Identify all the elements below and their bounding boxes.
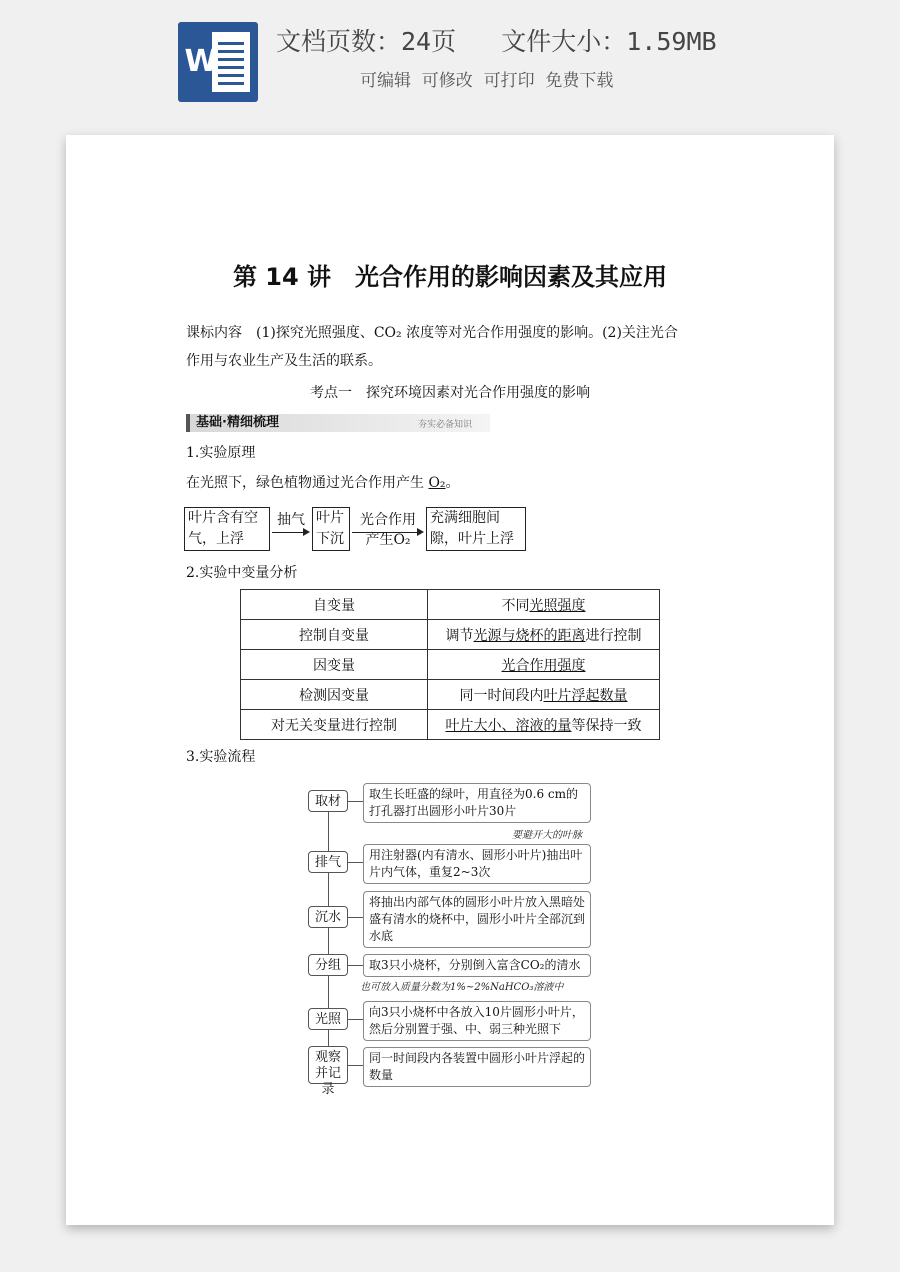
section-label: 基础·精细梳理 <box>196 415 279 430</box>
flow-step-text: 取3只小烧杯，分别倒入富含CO₂的清水 <box>363 954 591 977</box>
document-page <box>66 135 834 1225</box>
flow-step-label: 观察并记录 <box>308 1046 348 1084</box>
flow-step-label: 排气 <box>308 851 348 873</box>
word-logo-letter: W <box>184 44 218 79</box>
flow-connector <box>328 798 329 1081</box>
flow-step-text: 同一时间段内各装置中圆形小叶片浮起的数量 <box>363 1047 591 1087</box>
variable-description: 光合作用强度 <box>428 650 660 680</box>
heading-procedure: 3.实验流程 <box>186 749 256 765</box>
variable-description: 不同光照强度 <box>428 590 660 620</box>
variable-description: 同一时间段内叶片浮起数量 <box>428 680 660 710</box>
flow-step-label: 光照 <box>308 1008 348 1030</box>
flow-step-connector <box>348 917 363 918</box>
section-tag: 夯实必备知识 <box>417 420 472 430</box>
diagram-arrow-label-1: 抽气 <box>277 512 305 528</box>
diagram-box-float: 叶片含有空气，上浮 <box>184 507 270 551</box>
table-row <box>241 590 660 620</box>
download-banner <box>0 0 900 125</box>
diagram-arrow-1 <box>272 532 308 533</box>
flow-step-text: 取生长旺盛的绿叶，用直径为0.6 cm的打孔器打出圆形小叶片30片 <box>363 783 591 823</box>
oxygen-term: O₂ <box>428 475 446 491</box>
standard-line-2: 作用与农业生产及生活的联系。 <box>186 353 382 369</box>
standard-line-1: 课标内容 (1)探究光照强度、CO₂ 浓度等对光合作用强度的影响。(2)关注光合 <box>186 325 678 341</box>
flow-step-label: 沉水 <box>308 906 348 928</box>
flow-step-connector <box>348 965 363 966</box>
variable-name: 对无关变量进行控制 <box>241 710 428 740</box>
flow-step-connector <box>348 862 363 863</box>
curriculum-standard <box>186 319 746 375</box>
table-row <box>241 710 660 740</box>
table-row <box>241 680 660 710</box>
principle-text: 在光照下，绿色植物通过光合作用产生 O₂。 <box>186 475 460 491</box>
flow-step-connector <box>348 1065 363 1066</box>
variable-name: 控制自变量 <box>241 620 428 650</box>
diagram-arrow-label-2b: 产生O₂ <box>365 532 411 548</box>
flow-step-text: 将抽出内部气体的圆形小叶片放入黑暗处盛有清水的烧杯中，圆形小叶片全部沉到水底 <box>363 891 591 948</box>
flow-note-vein: 要避开大的叶脉 <box>512 830 582 841</box>
diagram-box-refloat: 充满细胞间隙，叶片上浮 <box>426 507 526 551</box>
flow-step-connector <box>348 1019 363 1020</box>
word-document-icon <box>178 22 258 102</box>
variable-description: 叶片大小、溶液的量等保持一致 <box>428 710 660 740</box>
heading-principle: 1.实验原理 <box>186 445 256 461</box>
heading-variables: 2.实验中变量分析 <box>186 565 298 581</box>
flow-step-text: 用注射器(内有清水、圆形小叶片)抽出叶片内气体，重复2~3次 <box>363 844 591 884</box>
file-features: 可编辑 可修改 可打印 免费下载 <box>360 71 614 91</box>
page-title: 第 14 讲 光合作用的影响因素及其应用 <box>232 263 668 291</box>
variable-name: 检测因变量 <box>241 680 428 710</box>
variable-description: 调节光源与烧杯的距离进行控制 <box>428 620 660 650</box>
table-row <box>241 650 660 680</box>
flow-note-nahco3: 也可放入质量分数为1%~2%NaHCO₃溶液中 <box>360 982 564 993</box>
variable-name: 自变量 <box>241 590 428 620</box>
diagram-arrow-label-2a: 光合作用 <box>360 512 416 528</box>
diagram-box-sink: 叶片下沉 <box>312 507 350 551</box>
file-info: 文档页数：24页 文件大小：1.59MB <box>276 27 717 56</box>
variable-table <box>240 589 660 740</box>
flow-step-label: 取材 <box>308 790 348 812</box>
flow-step-connector <box>348 801 363 802</box>
table-row <box>241 620 660 650</box>
topic-heading: 考点一 探究环境因素对光合作用强度的影响 <box>310 385 590 401</box>
section-header <box>186 414 490 432</box>
flow-step-label: 分组 <box>308 954 348 976</box>
flow-step-text: 向3只小烧杯中各放入10片圆形小叶片，然后分别置于强、中、弱三种光照下 <box>363 1001 591 1041</box>
variable-name: 因变量 <box>241 650 428 680</box>
